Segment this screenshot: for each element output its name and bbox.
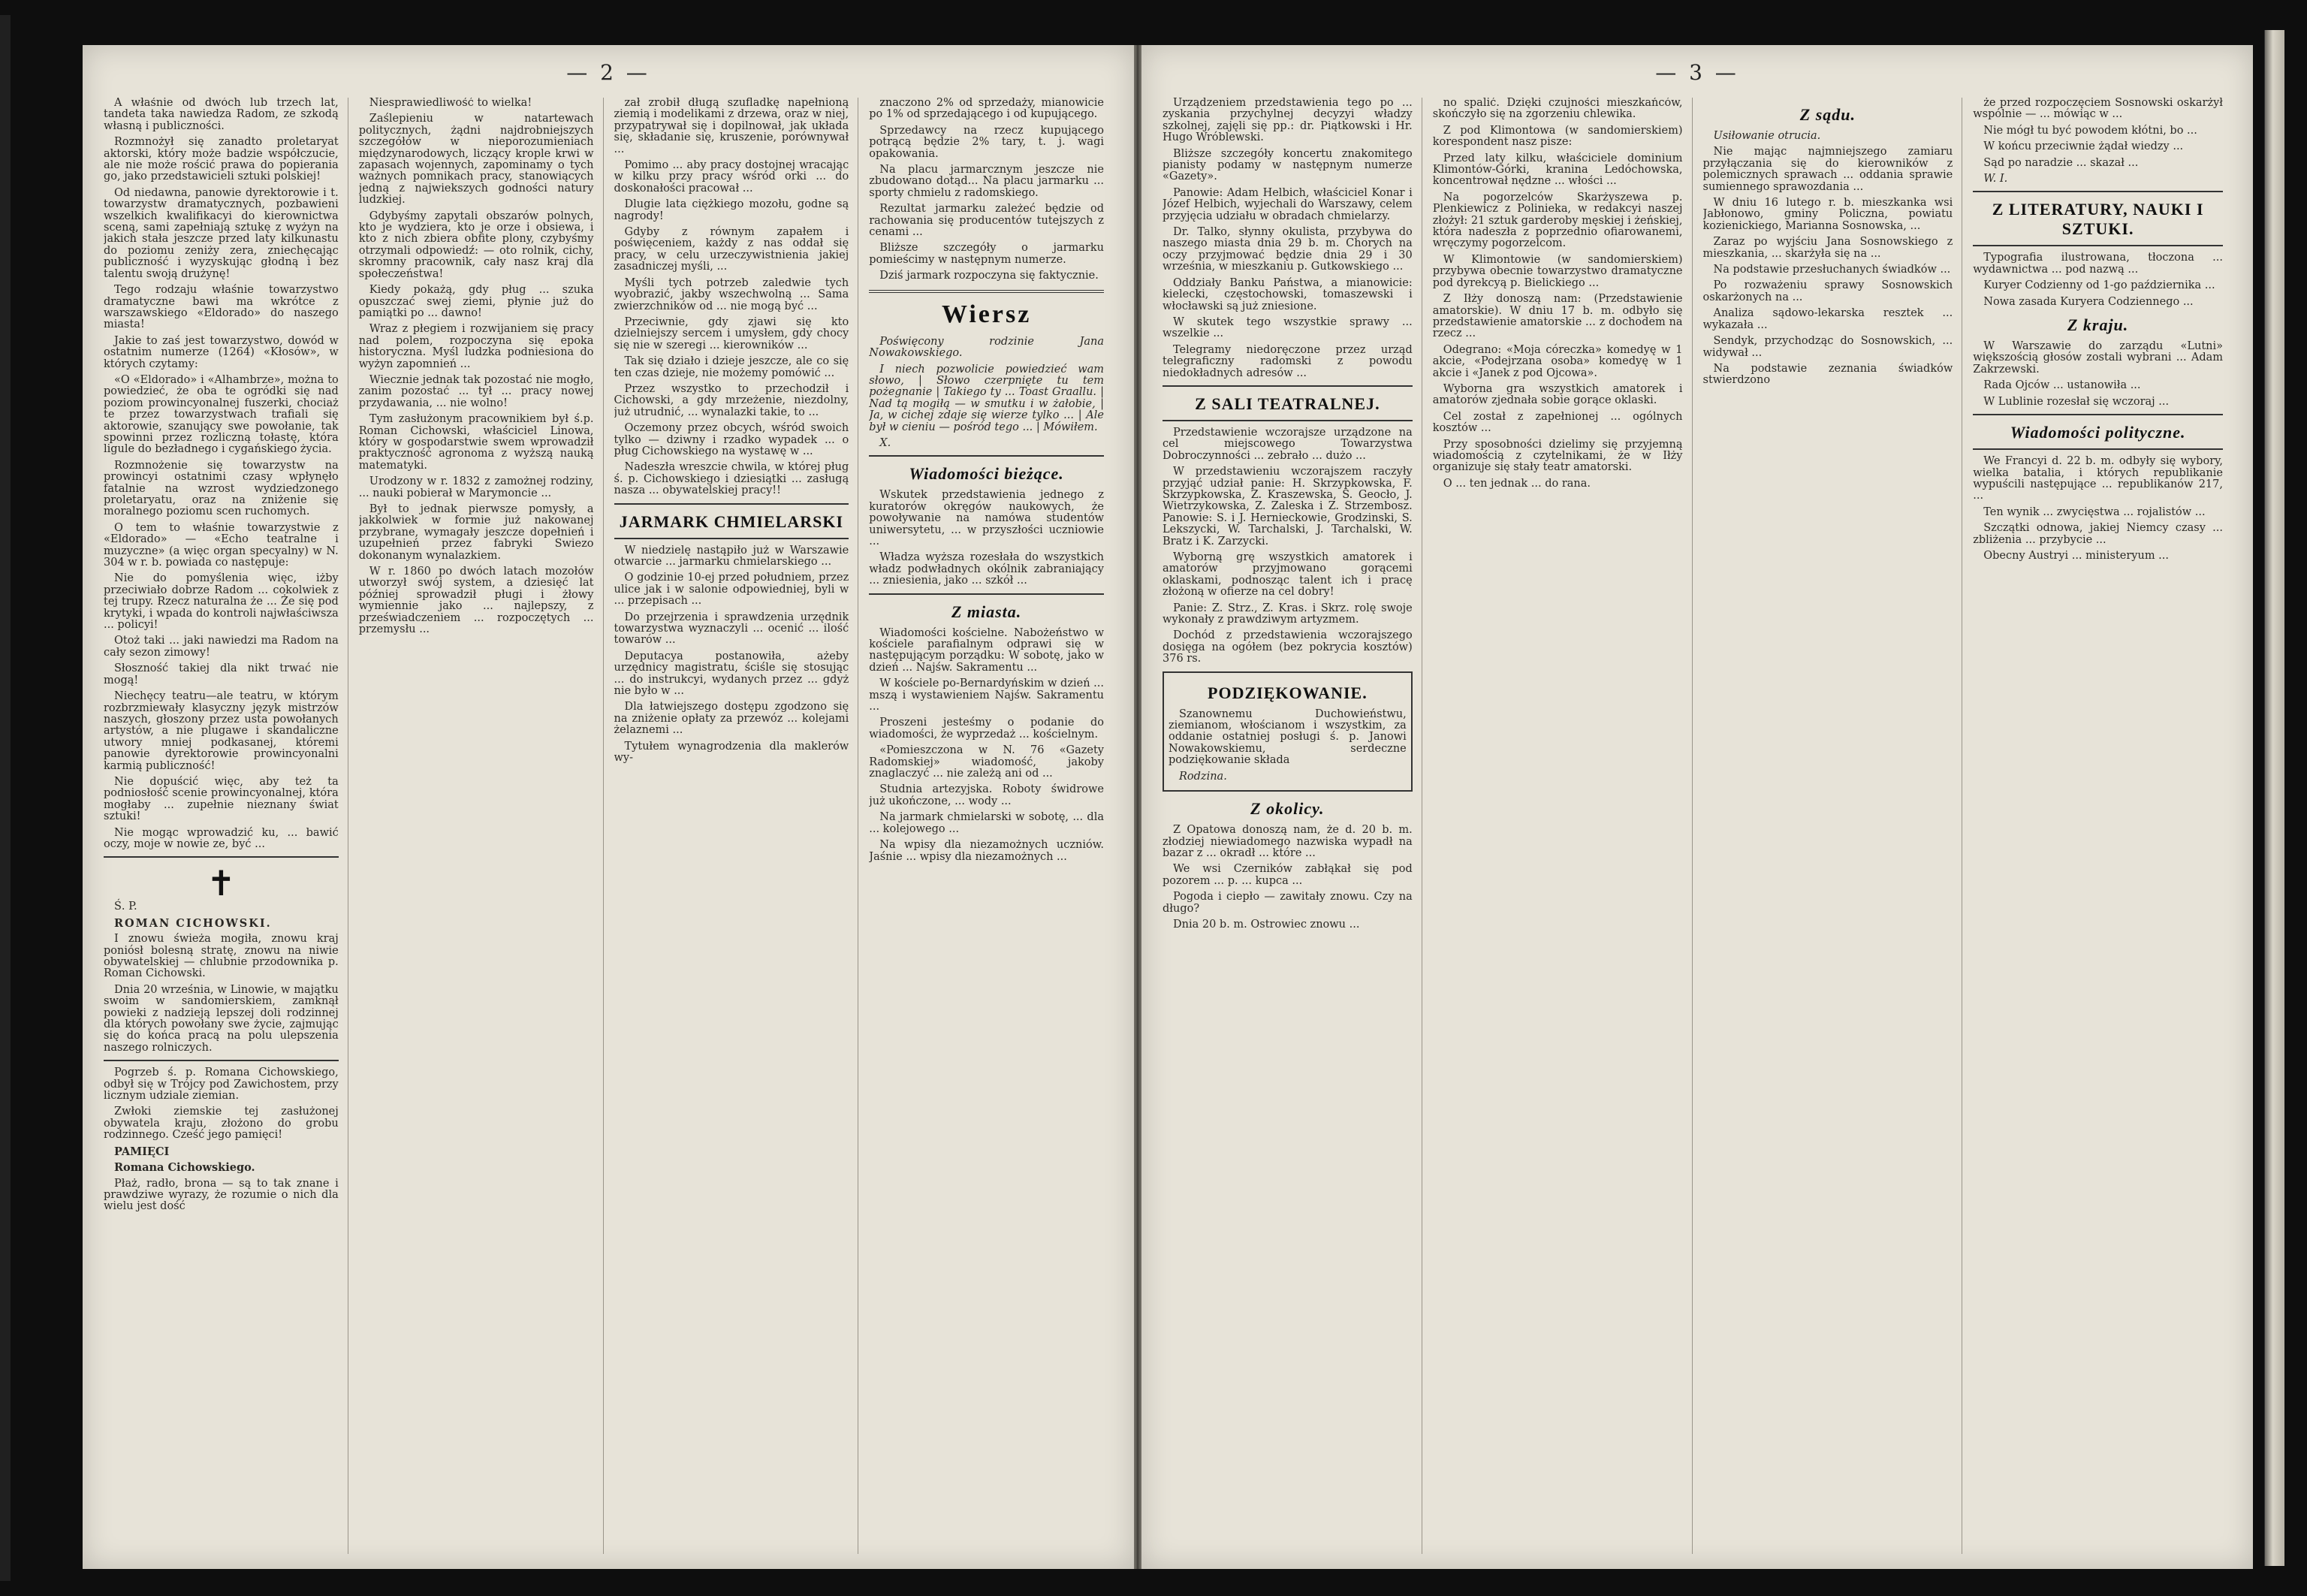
paragraph: W przedstawieniu wczorajszem raczyły przyjąć udział panie: H. Skrzypkowska, F. Skrzypkowska, Z. Kraszewska, S. Geocło, J. Wietrzykowska, Z. Zaleska i Z. Strzembosz. Panowie: S. i J. Hernieckowie, Grodzinski, S. Lekszycki, W. Tarchalski, J. Tarchalski, W. Bratz i K. Zarzycki. — [1163, 466, 1413, 548]
paragraph: Tytułem wynagrodzenia dla maklerów wy- — [614, 740, 849, 765]
paragraph: Przedstawienie wczorajsze urządzone na cel miejscowego Towarzystwa Dobroczynności ... zebrało ... dużo ... — [1163, 426, 1413, 462]
paragraph: Przy sposobności dzielimy się przyjemną wiadomością z czytelnikami, że w Iłży organizuje się stały teatr amatorski. — [1432, 438, 1683, 474]
paragraph: Od niedawna, panowie dyrektorowie i t. towarzystw dramatycznych, pozbawieni wszelkich kwalifikacyi do kierownictwa sceną, sami zapełniają sztukę z wyżyn na jakich stała jeszcze przed laty kilkunastu do poziomu zeniży zera, zniechęcając publiczność i wyzyskując głodną i bez talentu swoją drużynę! — [104, 186, 339, 280]
divider — [869, 290, 1104, 293]
paragraph: Zaślepieniu w natartewach politycznych, żądni najdrobniejszych szczegółów w nieporozumieniach międzynarodowych, liczący krople krwi w zapasach wojennych, zapominamy o tych ważnych pomnikach pracy, stanowiących jedną z najwiekszych godności natury ludzkiej. — [358, 113, 594, 207]
paragraph: Urodzony w r. 1832 z zamożnej rodziny, ... nauki pobierał w Marymoncie ... — [358, 475, 594, 499]
paragraph: Nie dopuścić więc, aby też ta podniosłość scenie prowincyonalnej, która mogłaby ... zupełnie nieznany świat sztuki! — [104, 775, 339, 823]
paragraph: Na pogorzelców Skarżyszewa p. Plenkiewicz z Polinieka, w redakcyi naszej złożył: 21 sztuk garderoby męskiej i żeńskiej, która nadeszła z poprzednio ofiarowanemi, wręczymy pogorzelcom. — [1432, 191, 1683, 250]
paragraph: Był to jednak pierwsze pomysły, a jakkolwiek w formie już nakowanej przybrane, wymagały jeszcze dopełnień i uzupełnień przez fabryki Swiezo dokonanym wynalazkiem. — [358, 503, 594, 562]
divider — [614, 538, 849, 539]
paragraph: znaczono 2% od sprzedaży, mianowicie po 1% od sprzedającego i od kupującego. — [869, 98, 1104, 121]
section-heading-country: Z kraju. — [2067, 315, 2129, 335]
paragraph: Przeciwnie, gdy zjawi się kto dzielniejszy sercem i umysłem, gdy chocy się nie w szeregi ... kierowników ... — [614, 315, 849, 351]
paragraph: Jakie to zaś jest towarzystwo, dowód w ostatnim numerze (1264) «Kłosów», w których czytamy: — [104, 334, 339, 370]
paragraph: W kościele po-Bernardyńskim w dzień ... mszą i wystawieniem Najśw. Sakramentu ... — [869, 677, 1104, 714]
paragraph: zał zrobił długą szufladkę napełnioną ziemią i modelikami z drzewa, oraz w niej, przypatrywał się i dopilnował, jak układa się, składanie się, kruszenie, porównywał ... — [614, 98, 849, 155]
paragraph: Analiza sądowo-lekarska resztek ... wykazała ... — [1702, 307, 1953, 331]
poem-text: I niech pozwolicie powiedzieć wam słowo, | Słowo czerpnięte tu tem pożegnanie | Takiego ty ... Toast Graallu. | Nad tą mogiłą — w smutku i w żałobie, | Ja, w cichej zdaje się wierze tylko ... | Ale był w cieniu — pośród tego ... | Mówiłem. — [869, 363, 1104, 433]
paragraph: Zaraz po wyjściu Jana Sosnowskiego z mieszkania, ... skarżyła się na ... — [1702, 236, 1953, 260]
column-4 — [1973, 98, 2232, 1554]
poem-signature: X. — [879, 436, 891, 449]
paragraph: Rozmnożenie się towarzystw na prowincyi ostatnimi czasy wpłynęło fatalnie na wzrost wydziedzonego proletaryatu, oraz na zniżenie się moralnego poziomu scen ruchomych. — [104, 459, 339, 518]
paragraph: Po rozważeniu sprawy Sosnowskich oskarżonych na ... — [1702, 279, 1953, 303]
divider — [1973, 414, 2223, 415]
paragraph: Wiecznie jednak tak pozostać nie mogło, zanim pozostać ... tył ... pracy nowej przydawania, ... nie wolno! — [358, 373, 594, 409]
paragraph: Władza wyższa rozesłała do wszystkich władz podwładnych okólnik zabraniający ... zniesienia, jako ... szkół ... — [869, 551, 1104, 587]
paragraph: Wyborna gra wszystkich amatorek i amatorów zjednała sobie gorące oklaski. — [1432, 382, 1683, 407]
paragraph: Tego rodzaju właśnie towarzystwo dramatyczne bawi ma wkrótce z warszawskiego «Eldorado» do naszego miasta! — [104, 284, 339, 331]
paragraph: Słoszność takiej dla nikt trwać nie mogą! — [104, 662, 339, 686]
paragraph: Przez wszystko to przechodził i Cichowski, a gdy mrzeżenie, niezdolny, już utrudnić, ... wynalazki takie, to ... — [614, 382, 849, 418]
paragraph: Tak się działo i dzieje jeszcze, ale co się ten czas dzieje, nie możemy pomówić ... — [614, 355, 849, 379]
divider — [1163, 385, 1413, 387]
paragraph: Obecny Austryi ... ministeryum ... — [1983, 549, 2170, 562]
paragraph: Bliższe szczegóły o jarmarku pomieścimy w następnym numerze. — [869, 242, 1104, 266]
obituary-initials: Ś. P. — [114, 901, 137, 913]
paragraph: Zwłoki ziemskie tej zasłużonej obywatela kraju, złożono do grobu rodzinnego. Cześć jego pamięci! — [104, 1106, 339, 1142]
divider — [1973, 191, 2223, 192]
poem-title: Wiersz — [941, 300, 1032, 328]
paragraph: Nie mogąc wprowadzić ku, ... bawić oczy, moje w nowie ze, być ... — [104, 826, 339, 850]
divider — [614, 503, 849, 505]
paragraph: Z Iłży donoszą nam: (Przedstawienie amatorskie). W dniu 17 b. m. odbyło się przedstawienie amatorskie ... z dochodem na rzecz ... — [1432, 293, 1683, 340]
left-page — [83, 45, 1134, 1569]
paragraph: Niesprawiedliwość to wielka! — [369, 98, 532, 109]
paragraph: Telegramy niedoręczone przez urząd telegraficzny radomski z powodu niedokładnych adresów ... — [1163, 343, 1413, 379]
column-3 — [1703, 98, 1963, 1554]
paragraph: Oczemony przez obcych, wśród swoich tylko — dziwny i rzadko wypadek ... o pług Cichowskiego na wystawę w ... — [614, 422, 849, 457]
paragraph: Pomimo ... aby pracy dostojnej wracając w kilku przy pracy wśród orki ... do doskonałości pracował ... — [614, 159, 849, 195]
paragraph: że przed rozpoczęciem Sosnowski oskarżył wspólnie — ... mówiąc w ... — [1973, 98, 2223, 121]
paragraph: Typografia ilustrowana, tłoczona ... wydawnictwa ... pod nazwą ... — [1973, 252, 2223, 276]
column-1 — [1163, 98, 1422, 1554]
memorial-name: Romana Cichowskiego. — [114, 1161, 255, 1175]
divider — [104, 1060, 339, 1061]
paragraph: Do przejrzenia i sprawdzenia urzędnik towarzystwa wyznaczyli ... ocenić ... ilość towarów ... — [614, 611, 849, 647]
right-page — [1141, 45, 2253, 1569]
column-1 — [104, 98, 348, 1554]
paragraph: Nie do pomyślenia więc, iżby przeciwiało dobrze Radom ... cokolwiek z tej trupy. Rzecz naturalna że ... Że się pod krytyki, i wpada do kontroli najwłaściwsza ... policyi! — [104, 572, 339, 632]
paragraph: Panie: Z. Strz., Z. Kras. i Skrz. rolę swoje wykonały z prawdziwym artyzmem. — [1163, 602, 1413, 626]
paragraph: Płaż, radło, brona — są to tak znane i prawdziwe wyrazy, że rozumie o nich dla wielu jest dość — [104, 1177, 339, 1213]
paragraph: O godzinie 10-ej przed południem, przez ulice jak i w salonie odpowiedniej, byli w ... przepisach ... — [614, 572, 849, 608]
paragraph: Ten wynik ... zwycięstwa ... rojalistów ... — [1983, 505, 2206, 518]
paragraph: W Warszawie do zarządu «Lutni» większością głosów zostali wybrani ... Adam Zakrzewski. — [1973, 340, 2223, 376]
divider — [1973, 245, 2223, 246]
memorial-title: PAMIĘCI — [114, 1145, 170, 1158]
paragraph: Gdybyśmy zapytali obszarów polnych, kto je wydziera, kto je orze i obsiewa, i kto z nich zbiera obfite plony, czybyśmy otrzymali odpowiedź: — oto rolnik, cichy, skromny pracownik, cały nasz kraj dla społeczeństwa! — [358, 210, 594, 280]
paragraph: We Francyi d. 22 b. m. odbyły się wybory, wielka batalia, i których republikanie wypuścili następujące ... republikanów 217, ... — [1973, 455, 2223, 502]
paragraph: Sąd po naradzie ... skazał ... — [1983, 156, 2139, 169]
paragraph: Rezultat jarmarku zależeć będzie od rachowania się producentów tutejszych z cenami ... — [869, 203, 1104, 239]
paragraph: Dochód z przedstawienia wczorajszego dosięga na ogółem (bez pokrycia kosztów) 376 rs. — [1163, 629, 1413, 665]
paragraph: «O «Eldorado» i «Alhambrze», można to powiedzieć, że oba te ogródki się nad poziom prowincyonalnej fuszerki, chociaż te przez towarzystwach trafiali się aktorowie, szanujący swe powołanie, tak spowinni przez rozliczną tołastę, która ligule do bezładnego i cygańskiego życia. — [104, 373, 339, 456]
paragraph: Nowa zasada Kuryera Codziennego ... — [1983, 295, 2194, 308]
paragraph: Tym zasłużonym pracownikiem był ś.p. Roman Cichowski, właściciel Linowa, który w gospodarstwie swem wprowadził praktyczność agronoma z wyższą nauką matematyki. — [358, 413, 594, 472]
paragraph: Dnia 20 b. m. Ostrowiec znowu ... — [1173, 918, 1360, 931]
paragraph: Kuryer Codzienny od 1-go października ... — [1983, 279, 2215, 292]
paragraph: Bliższe szczegóły koncertu znakomitego pianisty podamy w następnym numerze «Gazety». — [1163, 147, 1413, 183]
section-heading-literature: Z LITERATURY, NAUKI I SZTUKI. — [1992, 200, 2204, 239]
obituary-name: ROMAN CICHOWSKI. — [114, 916, 272, 930]
column-4 — [869, 98, 1113, 1554]
paragraph: Studnia artezyjska. Roboty świdrowe już ukończone, ... wody ... — [869, 783, 1104, 807]
section-heading-court: Z sądu. — [1799, 105, 1856, 124]
scanner-edge-left — [0, 15, 11, 1581]
paragraph: Z pod Klimontowa (w sandomierskiem) korespondent nasz pisze: — [1432, 124, 1683, 149]
paragraph: W końcu przeciwnie żądał wiedzy ... — [1983, 140, 2184, 153]
paragraph: Pogrzeb ś. p. Romana Cichowskiego, odbył się w Trójcy pod Zawichostem, przy licznym udziale ziemian. — [104, 1067, 339, 1103]
paragraph: Dziś jarmark rozpoczyna się faktycznie. — [879, 270, 1099, 282]
paragraph: We wsi Czerników zabłąkał się pod pozorem ... p. ... kupca ... — [1163, 863, 1413, 887]
paragraph: Gdyby z równym zapałem i poświęceniem, każdy z nas oddał się pracy, w celu urzeczywistnienia jakiej zasadniczej myśli, ... — [614, 226, 849, 273]
paragraph: Przed laty kilku, właściciele dominium Klimontów-Górki, kranina Ledóchowska, koncentrował nędzne ... włości ... — [1432, 152, 1683, 188]
thanks-signature: Rodzina. — [1179, 770, 1227, 783]
paragraph: Szczątki odnowa, jakiej Niemcy czasy ... zbliżenia ... przybycie ... — [1973, 522, 2223, 546]
column-3 — [614, 98, 859, 1554]
paragraph: Urządzeniem przedstawienia tego po ... zyskania przychylnej decyzyi władzy szkolnej, zajęli się pp.: dr. Piątkowski i Hr. Hugo Wróblewski. — [1163, 98, 1413, 144]
paragraph: Niechęcy teatru—ale teatru, w którym rozbrzmiewały klasyczny język mistrzów naszych, głoszony przez usta powołanych artystów, a nie plugawe i skandaliczne utwory mniej podkasanej, któremi panowie dyrektorowie prowincyonalni karmią publiczność! — [104, 690, 339, 772]
paragraph: Sprzedawcy na rzecz kupującego potrącą będzie 2% tary, t. j. wagi opakowania. — [869, 124, 1104, 160]
section-heading-thanks: PODZIĘKOWANIE. — [1208, 683, 1368, 702]
paragraph: Nie mając najmniejszego zamiaru przyłączania się do kierowników z polemicznych sprawach ... oddania sprawie sumiennego sprawozdania ... — [1702, 146, 1953, 193]
paragraph: Na jarmark chmielarski w sobotę, ... dla ... kolejowego ... — [869, 811, 1104, 835]
paragraph: Wiadomości kościelne. Nabożeństwo w kościele parafialnym odprawi się w następującym porządku: W sobotę, jako w dzień ... Najśw. Sakramentu ... — [869, 626, 1104, 674]
paragraph: A właśnie od dwóch lub trzech lat, tandeta taka nawiedza Radom, ze szkodą własną i publiczności. — [104, 98, 339, 132]
paragraph: Na podstawie przesłuchanych świadków ... — [1713, 264, 1951, 276]
page-number: — 2 — — [566, 60, 650, 85]
section-heading-city: Z miasta. — [951, 602, 1022, 621]
paragraph: Z Opatowa donoszą nam, że d. 20 b. m. złodziej niewiadomego nazwiska wypadł na bazar z ... okradł ... które ... — [1163, 824, 1413, 859]
paragraph: Nadeszła wreszcie chwila, w której pług ś. p. Cichowskiego i dziesiątki ... zasługą nasza ... obywatelskiej pracy!! — [614, 461, 849, 497]
page-stack-edge — [2264, 30, 2284, 1566]
section-heading-jarmark: JARMARK CHMIELARSKI — [619, 511, 844, 531]
paragraph: Wskutek przedstawienia jednego z kuratorów okręgów naukowych, że powoływanie na namówa studentów uniwersytetu, ... w przyszłości uczniowie ... — [869, 489, 1104, 548]
section-heading-theatre: Z SALI TEATRALNEJ. — [1195, 394, 1380, 413]
divider — [104, 856, 339, 858]
paragraph: Panowie: Adam Helbich, właściciel Konar i Józef Helbich, wyjechali do Warszawy, celem przyjęcia udziału w obradach chmielarzy. — [1163, 186, 1413, 222]
paragraph: Na wpisy dla niezamożnych uczniów. Jaśnie ... wpisy dla niezamożnych ... — [869, 839, 1104, 863]
paragraph: Rada Ojców ... ustanowiła ... — [1983, 379, 2141, 392]
paragraph: O ... ten jednak ... do rana. — [1443, 477, 1591, 490]
poem-dedication: Poświęcony rodzinie Jana Nowakowskiego. — [869, 335, 1104, 360]
paragraph: W skutek tego wszystkie sprawy ... wszelkie ... — [1163, 315, 1413, 340]
paragraph: Sendyk, przychodząc do Sosnowskich, ... widywał ... — [1702, 335, 1953, 359]
divider — [1163, 420, 1413, 421]
column-2 — [359, 98, 604, 1554]
paragraph: W dniu 16 lutego r. b. mieszkanka wsi Jabłonowo, gminy Policzna, powiatu kozienickiego, Marianna Sosnowska, ... — [1702, 197, 1953, 232]
paragraph: Rozmnożył się zanadto proletaryat aktorski, który może badzie współczucie, ale nie może rościć prawa do popierania go, jako przedstawicieli sztuki polskiej! — [104, 136, 339, 183]
thanks-notice — [1163, 671, 1413, 792]
paragraph: W r. 1860 po dwóch latach mozołów utworzył swój system, a dziesięć lat później sprowadził pługi i żłowy wymiennie jako ... najlepszy, z przeświadczeniem ... rozpoczętych ... przemysłu ... — [358, 566, 594, 636]
paragraph: Cel został z zapełnionej ... ogólnych kosztów ... — [1432, 410, 1683, 435]
section-heading-politics: Wiadomości polityczne. — [2010, 423, 2186, 442]
paragraph: Dlugie lata ciężkiego mozołu, godne są nagrody! — [614, 198, 849, 222]
paragraph: Myśli tych potrzeb zaledwie tych wyobrazić, jakby wszechwolną ... Sama zwierzchników od ... nie mogą być ... — [614, 276, 849, 312]
section-subheading: Usiłowanie otrucia. — [1713, 130, 1821, 142]
article-signature: W. I. — [1983, 173, 2008, 186]
paragraph: O tem to właśnie towarzystwie z «Eldorado» — «Echo teatralne i muzyczne» (a więc organ specyalny) w N. 304 w r. b. powiada co następuje: — [104, 521, 339, 569]
divider — [869, 455, 1104, 457]
paragraph: I znowu świeża mogiła, znowu kraj poniósł bolesną stratę, znowu na niwie obywatelskiej — chlubnie przodownika p. Roman Cichowski. — [104, 933, 339, 980]
paragraph: Deputacya postanowiła, ażeby urzędnicy magistratu, ściśle się stosując ... do instrukcyi, wydanych przez ... gdyż nie było w ... — [614, 650, 849, 698]
divider — [869, 593, 1104, 595]
paragraph: Dla łatwiejszego dostępu zgodzono się na zniżenie opłaty za przewóz ... kolejami żelaznemi ... — [614, 701, 849, 737]
paragraph: Oddziały Banku Państwa, a mianowicie: kielecki, częstochowski, tomaszewski i włocławski są już zniesione. — [1163, 276, 1413, 312]
cross-icon: ✝ — [207, 863, 236, 904]
paragraph: Na podstawie zeznania świadków stwierdzono — [1702, 362, 1953, 387]
paragraph: Odegrano: «Moja córeczka» komedyę w 1 akcie, «Podejrzana osoba» komedyę w 1 akcie i «Janek z pod Ojcowa». — [1432, 343, 1683, 379]
paragraph: W Lublinie rozesłał się wczoraj ... — [1983, 395, 2170, 408]
paragraph: Kiedy pokażą, gdy pług ... szuka opuszczać swej ziemi, płynie już do pamiątki po ... dawno! — [358, 284, 594, 319]
paragraph: Pogoda i ciepło — zawitały znowu. Czy na długo? — [1163, 891, 1413, 915]
paragraph: W niedzielę nastąpiło już w Warszawie otwarcie ... jarmarku chmielarskiego ... — [614, 544, 849, 568]
paragraph: Nie mógł tu być powodem kłótni, bo ... — [1983, 124, 2197, 137]
section-heading-news: Wiadomości bieżące. — [909, 464, 1064, 484]
paragraph: Wyborną grę wszystkich amatorek i amatorów przyjmowano gorącemi oklaskami, podnosząc talent ich i pracę złożoną w ofierze na cel dobry! — [1163, 551, 1413, 599]
paragraph: Dr. Talko, słynny okulista, przybywa do naszego miasta dnia 29 b. m. Chorych na oczy przyjmować będzie dnia 29 i 30 września, w mieszkaniu p. Gutkowskiego ... — [1163, 226, 1413, 273]
paragraph: Dnia 20 września, w Linowie, w majątku swoim w sandomierskiem, zamknął powieki z nadzieją lepszej doli rodzinnej dla których powołany swe życie, zajmując się do końca pracą na polu ulepszenia naszego rolniczych. — [104, 983, 339, 1054]
divider — [1973, 448, 2223, 450]
paragraph: Proszeni jesteśmy o podanie do wiadomości, że wyprzedaż ... kościelnym. — [869, 717, 1104, 741]
paragraph: «Pomieszczona w N. 76 «Gazety Radomskiej» wiadomość, jakoby znaglaczyć ... nie zależą ani od ... — [869, 744, 1104, 780]
paragraph: no spalić. Dzięki czujności mieszkańców, skończyło się na zgorzeniu chlewika. — [1432, 98, 1683, 121]
paragraph: Wraz z płegiem i rozwijaniem się pracy nad polem, rozpoczyna się epoka historyczna. Myśl ludzka podniesiona do wyżyn zapomnień ... — [358, 323, 594, 370]
paragraph: W Klimontowie (w sandomierskiem) przybywa obecnie towarzystwo dramatyczne pod dyrekcyą p. Bielickiego ... — [1432, 253, 1683, 289]
section-heading-region: Z okolicy. — [1250, 799, 1325, 819]
paragraph: Szanownemu Duchowieństwu, ziemianom, włościanom i wszystkim, za oddanie ostatniej posługi ś. p. Janowi Nowakowskiemu, serdeczne podziękowanie składa — [1169, 707, 1407, 767]
column-2 — [1433, 98, 1693, 1554]
paragraph: Na placu jarmarcznym jeszcze nie zbudowano dotąd... Na placu jarmarku ... sporty chmielu z radomskiego. — [869, 164, 1104, 199]
paragraph: Otoż taki ... jaki nawiedzi ma Radom na cały sezon zimowy! — [104, 635, 339, 659]
page-number: — 3 — — [1655, 60, 1739, 85]
